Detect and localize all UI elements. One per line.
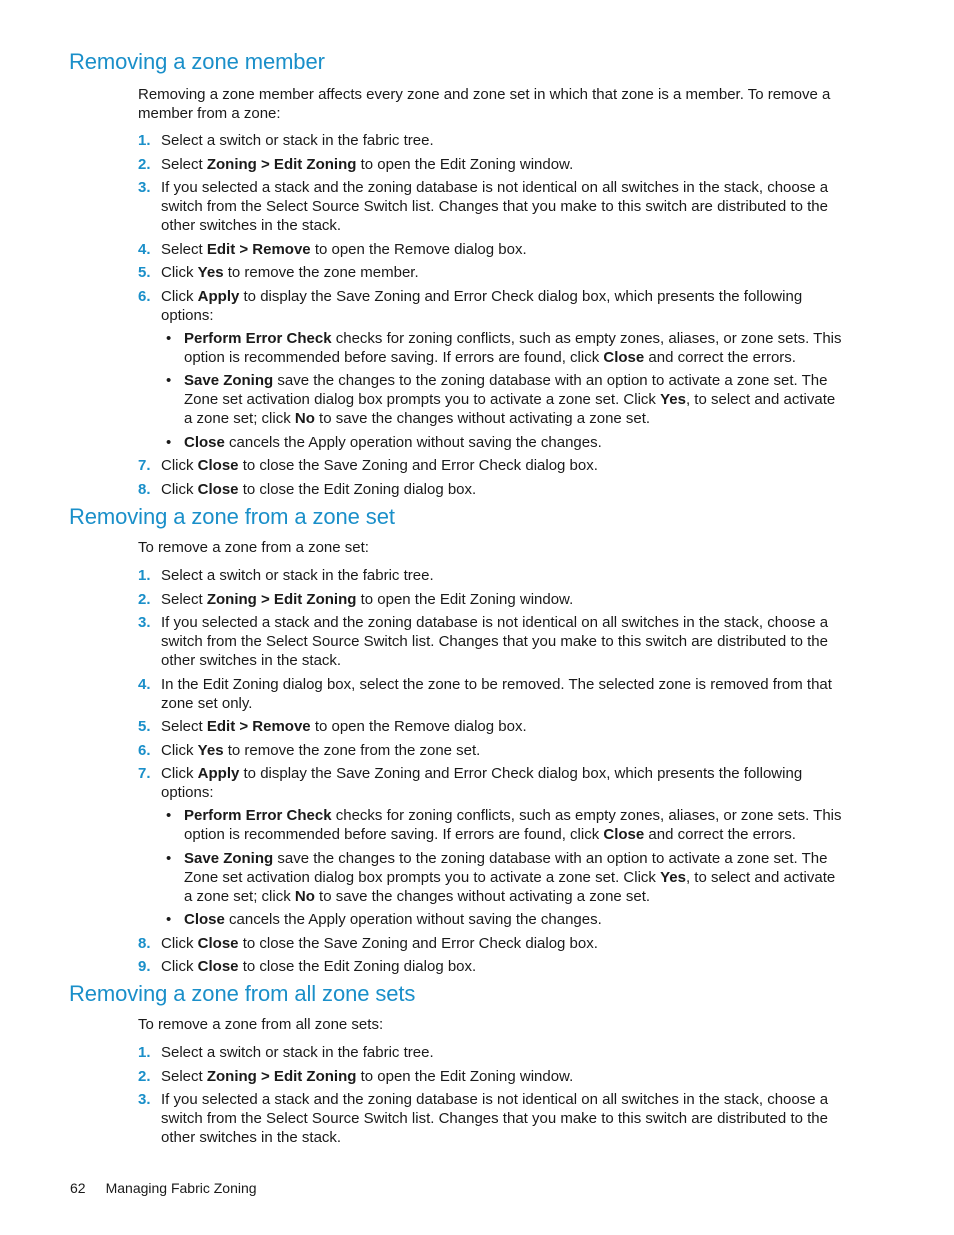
text-run: to close the Save Zoning and Error Check dialog box. [238,457,598,474]
text-run: to open the Edit Zoning window. [356,590,574,608]
option-text [184,911,602,928]
step-text [161,742,480,759]
text-run: to close the Edit Zoning dialog box. [238,958,477,975]
step-item [138,764,844,929]
step-text [161,614,828,669]
step-item [138,456,844,475]
step-number: 4. [138,240,151,258]
text-run: to open the Remove dialog box. [310,718,527,735]
text-run: to open the Edit Zoning window. [356,1067,574,1085]
option-list [161,806,844,929]
section-intro: To remove a zone from a zone set: [138,539,369,556]
step-number: 2. [138,155,151,173]
text-run: to display the Save Zoning and Error Check dialog box, which presents the following options: [161,765,803,801]
text-run: and correct the errors. [644,348,796,366]
step-number: 1. [138,567,151,584]
option-text [184,330,842,366]
text-run: Click [161,741,198,759]
page-footer [70,1180,257,1196]
text-run: and correct the errors. [644,826,796,843]
text-run: save the changes to the zoning database with an option to activate a zone set. The Zone set activation dialog box prompts you to activate a zone set. Click [184,849,828,886]
text-run: to save the changes without activating a zone set. [314,410,651,427]
text-run: If you selected a stack and the zoning database is not identical on all switches in the stack, choose a switch from the Select Source Switch list. Changes that you make to this switch are distributed to the other switches in the stack. [161,1091,829,1146]
text-run: , to select and activate a zone set; click [184,868,836,905]
ui-term: Yes [660,391,686,408]
ui-term: No [294,410,315,427]
step-item [138,1090,844,1147]
ui-term: Perform Error Check [184,329,332,347]
section-heading: Removing a zone from all zone sets [69,981,416,1006]
step-item [138,480,844,499]
ui-term: Save Zoning [184,372,274,389]
step-number: 3. [138,1091,151,1108]
ui-term: Apply [197,765,240,782]
option-text [184,850,835,905]
step-text [161,718,527,735]
step-text [161,156,573,173]
step-text [161,765,802,801]
option-item [161,910,844,929]
ui-term: Edit > Remove [206,240,311,258]
step-item [138,590,844,609]
text-run: Click [161,934,198,952]
text-run: Select a switch or stack in the fabric tree. [161,132,434,149]
ui-term: Perform Error Check [184,807,332,824]
text-run: to remove the zone from the zone set. [223,741,481,759]
step-number: 2. [138,1067,151,1085]
text-run: to remove the zone member. [223,264,419,281]
bullet-icon: • [166,807,172,824]
option-text [184,434,602,451]
text-run: If you selected a stack and the zoning database is not identical on all switches in the stack, choose a switch from the Select Source Switch list. Changes that you make to this switch are distributed to the other switches in the stack. [161,614,829,669]
ui-term: Close [184,433,225,451]
ui-term: Save Zoning [184,849,274,867]
step-text [161,935,598,952]
text-run: to open the Edit Zoning window. [356,155,574,173]
ui-term: Yes [197,741,224,759]
text-run: If you selected a stack and the zoning database is not identical on all switches in the stack, choose a switch from the Select Source Switch list. Changes that you make to this switch are distributed to the other switches in the stack. [161,179,829,234]
option-item [161,371,844,428]
step-item [138,613,844,670]
ui-term: Close [603,826,645,843]
ui-term: No [294,887,315,905]
step-item [138,934,844,953]
section-heading: Removing a zone from a zone set [69,504,395,529]
bullet-icon: • [166,433,172,451]
option-item [161,849,844,906]
option-list [161,329,844,452]
step-item [138,131,844,150]
bullet-icon: • [166,849,172,867]
step-list [138,566,844,981]
step-number: 3. [138,179,151,196]
text-run: checks for zoning conflicts, such as empty zones, aliases, or zone sets. This option is recommended before saving. If errors are found, click [184,329,842,366]
text-run: In the Edit Zoning dialog box, select the zone to be removed. The selected zone is removed from that zone set only. [161,675,832,712]
step-text [161,591,573,608]
step-number: 5. [138,264,151,281]
text-run: Select [161,155,207,173]
text-run: Select [161,240,207,258]
option-item [161,433,844,452]
step-number: 6. [138,287,151,305]
step-text [161,1091,828,1146]
step-item [138,155,844,174]
step-number: 7. [138,765,151,782]
step-text [161,1044,434,1061]
ui-term: Close [197,480,239,498]
ui-term: Yes [197,264,224,281]
step-list [138,1043,844,1152]
text-run: Click [161,287,198,305]
section-heading: Removing a zone member [69,49,325,74]
step-text [161,567,434,584]
step-list [138,131,844,503]
step-number: 8. [138,480,151,498]
text-run: Click [161,480,198,498]
step-text [161,481,476,498]
ui-term: Zoning > Edit Zoning [206,590,357,608]
step-text [161,958,476,975]
option-text [184,372,835,427]
ui-term: Close [197,958,239,975]
ui-term: Close [184,911,225,928]
option-item [161,806,844,844]
step-item [138,957,844,976]
step-text [161,1068,573,1085]
ui-term: Zoning > Edit Zoning [206,1067,357,1085]
ui-term: Apply [197,287,240,305]
ui-term: Close [197,934,239,952]
step-item [138,717,844,736]
step-item [138,263,844,282]
text-run: Click [161,457,198,474]
step-text [161,457,598,474]
step-item [138,178,844,235]
step-number: 4. [138,675,151,693]
step-number: 3. [138,614,151,631]
step-text [161,676,832,712]
text-run: Click [161,958,198,975]
step-number: 1. [138,1044,151,1061]
ui-term: Zoning > Edit Zoning [206,155,357,173]
option-item [161,329,844,367]
ui-term: Yes [660,868,686,886]
step-item [138,741,844,760]
text-run: Select [161,718,207,735]
step-item [138,287,844,452]
text-run: Click [161,765,198,782]
step-text [161,264,419,281]
option-text [184,807,842,843]
text-run: Select [161,590,207,608]
step-number: 9. [138,958,151,975]
ui-term: Close [197,457,239,474]
text-run: to close the Edit Zoning dialog box. [238,480,477,498]
text-run: Select a switch or stack in the fabric tree. [161,567,434,584]
ui-term: Close [603,348,645,366]
bullet-icon: • [166,329,172,347]
step-number: 5. [138,718,151,735]
bullet-icon: • [166,911,172,928]
step-text [161,288,802,324]
text-run: to close the Save Zoning and Error Check dialog box. [238,934,598,952]
section-intro: To remove a zone from all zone sets: [138,1016,384,1033]
text-run: cancels the Apply operation without saving the changes. [224,433,602,451]
step-number: 8. [138,934,151,952]
text-run: checks for zoning conflicts, such as empty zones, aliases, or zone sets. This option is recommended before saving. If errors are found, click [184,807,842,843]
step-item [138,240,844,259]
step-text [161,241,527,258]
text-run: , to select and activate a zone set; click [184,391,836,427]
step-text [161,132,434,149]
section-intro: Removing a zone member affects every zone and zone set in which that zone is a member. To remove a member from a zone: [138,86,831,122]
step-item [138,566,844,585]
step-text [161,179,828,234]
chapter-title: Managing Fabric Zoning [105,1180,257,1196]
text-run: Select a switch or stack in the fabric tree. [161,1044,434,1061]
text-run: to save the changes without activating a zone set. [314,887,651,905]
text-run: to open the Remove dialog box. [310,240,527,258]
bullet-icon: • [166,372,172,389]
step-item [138,1043,844,1062]
step-number: 6. [138,741,151,759]
step-number: 2. [138,590,151,608]
step-number: 7. [138,457,151,474]
text-run: cancels the Apply operation without saving the changes. [224,911,602,928]
ui-term: Edit > Remove [206,718,311,735]
page-number: 62 [70,1180,86,1196]
step-number: 1. [138,132,151,149]
text-run: Click [161,264,198,281]
step-item [138,675,844,713]
step-item [138,1067,844,1086]
text-run: to display the Save Zoning and Error Check dialog box, which presents the following options: [161,287,803,324]
text-run: save the changes to the zoning database with an option to activate a zone set. The Zone set activation dialog box prompts you to activate a zone set. Click [184,372,828,408]
text-run: Select [161,1067,207,1085]
